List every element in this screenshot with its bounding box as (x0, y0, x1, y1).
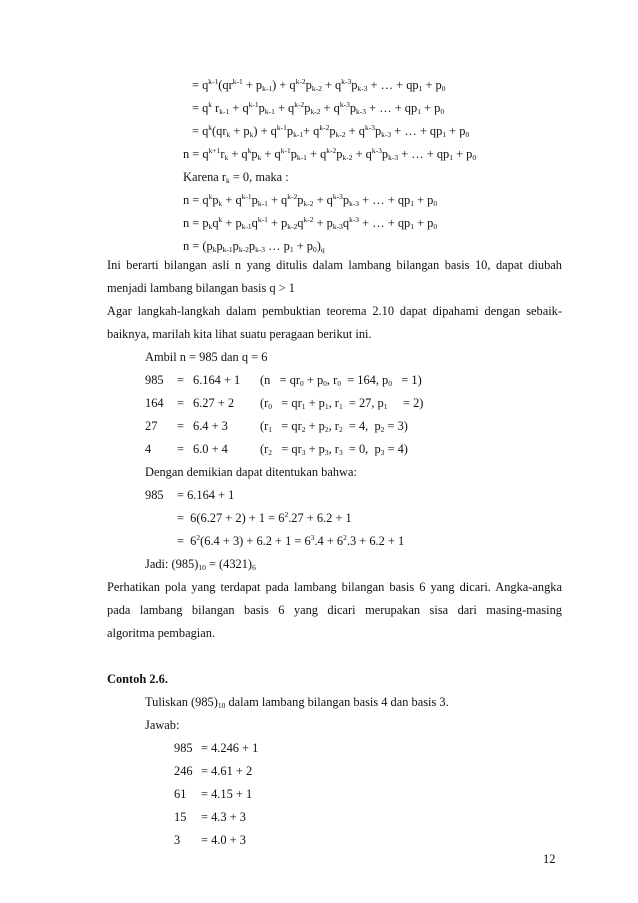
example-row-eq: = (177, 396, 184, 410)
maka-text: = 0, maka : (229, 170, 289, 184)
example-row-eq: = (177, 373, 184, 387)
variable-n: n (183, 147, 190, 161)
jadi-line: Jadi: $(985)_{10} = (4321)_6$ (145, 557, 256, 572)
jawab-row-left: 3 (174, 833, 181, 847)
contoh-heading: Contoh 2.6. (107, 672, 168, 686)
paragraph-1-line-1: Ini berarti bilangan asli n yang ditulis dalam lambang bilangan basis 10, dapat diubah (107, 258, 562, 272)
jawab-row-5 (0, 833, 638, 847)
example-row-expr: 6.164 + 1 (193, 373, 241, 387)
final-left: 985 (145, 488, 164, 502)
equation-line-4: $n = q^{k+1}r_k + q^kp_k + q^{k-1}p_{k-1} + q^{k-2}p_{k-2} + q^{k-3}p_{k-3}$ + … + $qp_1 + p_0$ (183, 146, 477, 162)
equation-line-5: $n = q^kp_k + q^{k-1}p_{k-1} + q^{k-2}p_{k-2} + q^{k-3}p_{k-3}$ + … + $qp_1 + p_0$ (183, 192, 438, 208)
example-row-expr: 6.27 + 2 (193, 396, 235, 410)
equation-line-3: = $q^k(qr_k + p_k) + q^{k-1}p_{k-1}+ q^{k-2}p_{k-2} + q^{k-3}p_{k-3}$ + … + $qp_1 + p_0$ (192, 123, 470, 139)
example-row-left: 164 (145, 396, 164, 410)
jawab-row-left: 246 (174, 764, 193, 778)
contoh-task-post: dalam lambang bilangan basis 4 dan basis 3. (225, 695, 449, 709)
final-line-1 (0, 488, 638, 502)
jawab-row-3 (0, 787, 638, 801)
example-row-3 (0, 419, 638, 433)
jawab-row-4 (0, 810, 638, 824)
example-setup: Ambil n = 985 dan q = 6 (145, 350, 268, 364)
equation-line-6: $n = p_kq^k + p_{k-1}q^{k-1} + p_{k-2}q^{k-2} + p_{k-3}q^{k-3}$ + … + $qp_1 + p_0$ (183, 215, 438, 231)
jawab-row-left: 61 (174, 787, 187, 801)
paragraph-1-line-2: menjadi lambang bilangan basis q > 1 (107, 281, 295, 295)
equation-line-7: $n = (p_kp_{k-1}p_{k-2}p_{k-3}$ … $p_1 + p_0)_q$ (183, 239, 325, 254)
jawab-label: Jawab: (145, 718, 180, 732)
paragraph-2-line-1: Agar langkah-langkah dalam pembuktian teorema 2.10 dapat dipahami dengan sebaik- (107, 304, 562, 318)
equation-line-2: = $q^k$ $r_{k-1} + q^{k-1}p_{k-1} + q^{k-2}p_{k-2} + q^{k-3}p_{k-3}$ + … + $qp_1 + p_0$ (192, 100, 445, 116)
example-row-1 (0, 373, 638, 387)
karena-text: Karena r (183, 170, 226, 184)
example-row-2 (0, 396, 638, 410)
example-row-expr: 6.0 + 4 (193, 442, 228, 456)
example-row-note: ($n = qr_0 + p_0$, $r_0 = 164$, $p_0 = 1$) (260, 373, 422, 388)
example-row-expr: 6.4 + 3 (193, 419, 228, 433)
example-row-note: ($r_2 = qr_3 + p_3$, $r_3 = 0$, $p_3 = 4$) (260, 442, 408, 457)
paragraph-3-line-2: pada lambang bilangan basis 6 yang dicari merupakan sisa dari masing-masing (107, 603, 562, 617)
jawab-row-left: 985 (174, 741, 193, 755)
jawab-row-expr: = 4.246 + 1 (201, 741, 259, 755)
example-row-note: ($r_0 = qr_1 + p_1$, $r_1 = 27$, $p_1$ = 2) (260, 396, 424, 411)
example-row-left: 4 (145, 442, 152, 456)
jawab-row-expr: = 4.0 + 3 (201, 833, 246, 847)
equation-line-1: = $q^{k-1}(qr^{k-1} + p_{k-1}) + q^{k-2}p_{k-2} + q^{k-3}p_{k-3}$ + … + $qp_1 + p_0$ (192, 77, 446, 93)
jawab-row-left: 15 (174, 810, 187, 824)
jawab-row-2 (0, 764, 638, 778)
jawab-row-expr: = 4.3 + 3 (201, 810, 246, 824)
final-line-2: = $6(6.27 + 2) + 1 = 6^2.27 + 6.2 + 1$ (177, 510, 352, 525)
contoh-task: Tuliskan $(985)_{10}$ dalam lambang bilangan basis 4 dan basis 3. (145, 695, 449, 710)
jawab-row-expr: = 4.61 + 2 (201, 764, 253, 778)
example-row-left: 985 (145, 373, 164, 387)
example-row-eq: = (177, 442, 184, 456)
final-first: = 6.164 + 1 (177, 488, 235, 502)
karena-line: Karena $r_k = 0$, maka : (183, 170, 289, 185)
example-row-note: ($r_1 = qr_2 + p_2$, $r_2 = 4$, $p_2 = 3$) (260, 419, 408, 434)
page-number: 12 (543, 852, 556, 866)
jawab-row-1 (0, 741, 638, 755)
example-row-eq: = (177, 419, 184, 433)
final-line-3: = $6^2(6.4 + 3) + 6.2 + 1 = 6^3.4 + 6^2.3 + 6.2 + 1$ (177, 533, 405, 548)
example-row-4 (0, 442, 638, 456)
jadi-text: Jadi: (985) (145, 557, 199, 571)
contoh-task-pre: Tuliskan (985) (145, 695, 218, 709)
paragraph-3-line-3: algoritma pembagian. (107, 626, 216, 640)
example-row-left: 27 (145, 419, 158, 433)
paragraph-2-line-2: baiknya, marilah kita lihat suatu peragaan berikut ini. (107, 327, 372, 341)
example-conclusion: Dengan demikian dapat ditentukan bahwa: (145, 465, 357, 479)
jawab-row-expr: = 4.15 + 1 (201, 787, 253, 801)
paragraph-3-line-1: Perhatikan pola yang terdapat pada lambang bilangan basis 6 yang dicari. Angka-angka (107, 580, 562, 594)
